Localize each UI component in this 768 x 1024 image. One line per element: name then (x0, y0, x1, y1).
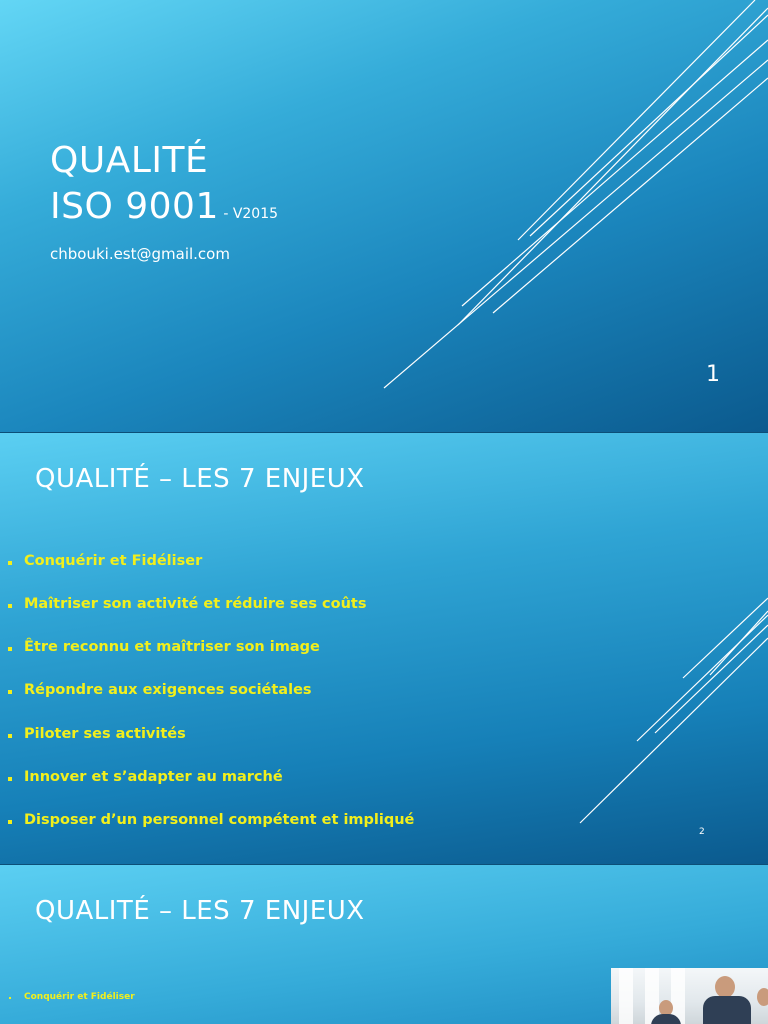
bullet-text: Disposer d’un personnel compétent et impliqué (24, 812, 415, 828)
bullet-marker (8, 820, 12, 824)
author-email: chbouki.est@gmail.com (50, 245, 230, 263)
slide-title (50, 138, 278, 237)
bullet-marker (8, 690, 12, 694)
bullet-text: Innover et s’adapter au marché (24, 769, 283, 785)
business-people-photo (611, 968, 768, 1024)
slide-1 (0, 0, 768, 432)
bullet-marker (8, 561, 12, 565)
title-iso: ISO 9001 (50, 186, 219, 227)
slide-heading: QUALITÉ – LES 7 ENJEUX (35, 464, 365, 494)
bullet-text: Répondre aux exigences sociétales (24, 682, 312, 698)
bullet-text: Conquérir et Fidéliser (24, 553, 203, 569)
bullet-marker (8, 604, 12, 608)
slide-heading: QUALITÉ – LES 7 ENJEUX (35, 896, 365, 926)
page-number: 2 (699, 827, 705, 837)
bullet-text: Piloter ses activités (24, 726, 186, 742)
page-number: 1 (706, 362, 720, 387)
bullet-text: Être reconnu et maîtriser son image (24, 639, 320, 655)
title-line-quality: QUALITÉ (50, 140, 209, 181)
title-line-iso (50, 184, 278, 237)
bullet-marker (8, 734, 12, 738)
slide-2 (0, 433, 768, 864)
bullet-marker (8, 777, 12, 781)
bullet-text: Conquérir et Fidéliser (24, 992, 135, 1002)
bullet-marker (8, 647, 12, 651)
bullet-marker (9, 997, 11, 999)
bullet-text: Maîtriser son activité et réduire ses coûts (24, 596, 367, 612)
slide-3 (0, 865, 768, 1024)
title-version: - V2015 (218, 206, 279, 222)
